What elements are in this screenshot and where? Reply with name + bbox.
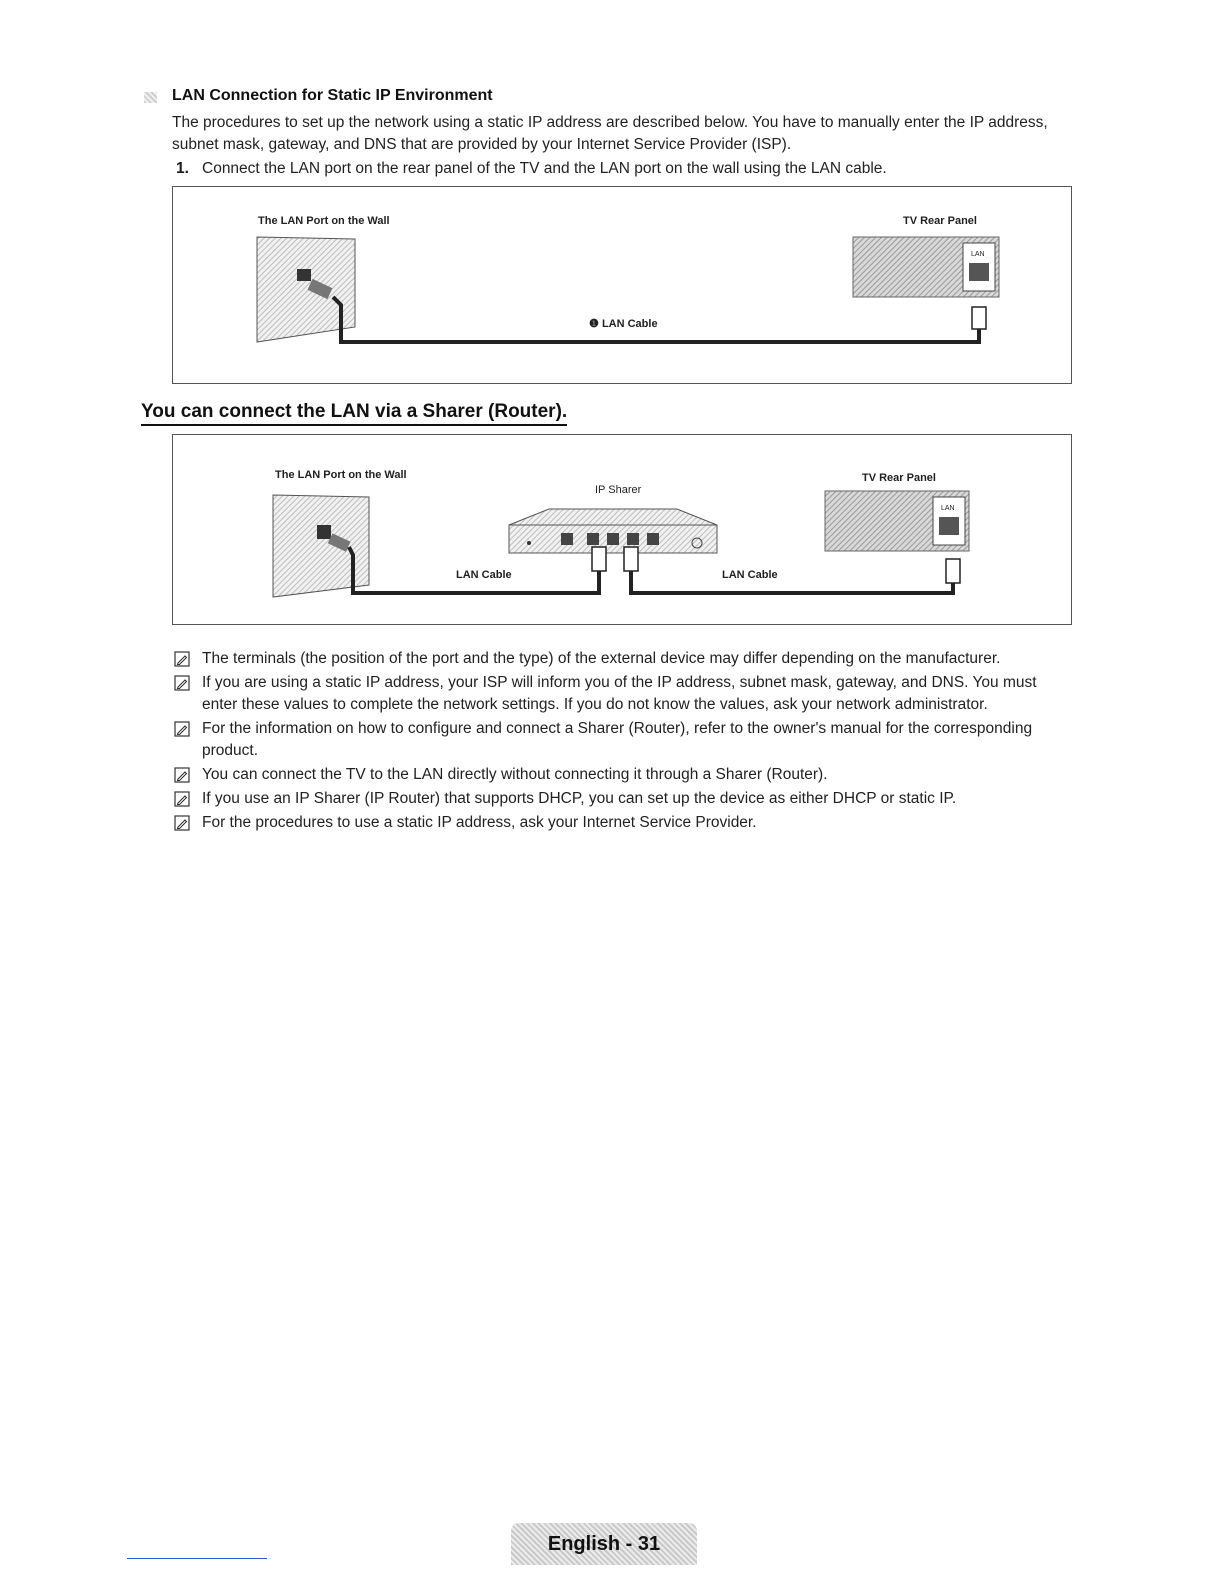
cable-label <box>589 317 658 330</box>
note-item <box>172 718 1062 762</box>
note-pencil-icon <box>174 721 190 737</box>
note-text: For the procedures to use a static IP address, ask your Internet Service Provider. <box>202 814 757 831</box>
note-item <box>172 764 1062 786</box>
note-item <box>172 648 1062 670</box>
tv-lan-socket <box>939 517 959 535</box>
note-text: You can connect the TV to the LAN directly without connecting it through a Sharer (Router). <box>202 766 828 783</box>
direct-connection-diagram <box>172 186 1072 384</box>
wall-port-label: The LAN Port on the Wall <box>275 469 407 481</box>
lan-cable-right <box>631 551 953 593</box>
tv-rear-panel-label: TV Rear Panel <box>862 472 936 484</box>
wall-lan-socket <box>297 269 311 281</box>
tv-plug <box>972 307 986 329</box>
note-pencil-icon <box>174 815 190 831</box>
note-text: The terminals (the position of the port and the type) of the external device may differ depending on the manufacturer. <box>202 650 1001 667</box>
intro-paragraph: The procedures to set up the network using a static IP address are described below. You have to manually enter the IP address, subnet mask, gateway, and DNS that are provided by your Internet Service Provider (ISP). <box>172 114 1048 153</box>
note-item <box>172 812 1062 834</box>
wall-lan-socket <box>317 525 331 539</box>
tv-lan-port-label: LAN <box>971 251 985 258</box>
note-text: If you use an IP Sharer (IP Router) that supports DHCP, you can set up the device as either DHCP or static IP. <box>202 790 957 807</box>
router-connection-illustration <box>173 435 1071 624</box>
router-plug-right <box>624 547 638 571</box>
note-pencil-icon <box>174 675 190 691</box>
note-item <box>172 672 1062 716</box>
lan-cable-right-label: LAN Cable <box>722 569 778 581</box>
note-item <box>172 788 1062 810</box>
note-text: If you are using a static IP address, your ISP will inform you of the IP address, subnet mask, gateway, and DNS. You must enter these values to complete the network settings. If you do not know the values, ask your network administrator. <box>202 674 1037 713</box>
cable-label-text: LAN Cable <box>601 318 658 330</box>
page-number-label: English - 31 <box>547 1532 661 1555</box>
tv-rear-panel-label: TV Rear Panel <box>903 215 977 227</box>
note-pencil-icon <box>174 767 190 783</box>
note-text: For the information on how to configure and connect a Sharer (Router), refer to the owner's manual for the corresponding product. <box>202 720 1033 759</box>
cable-number-marker: ❶ <box>589 318 599 330</box>
router-plug-left <box>592 547 606 571</box>
section-bullet-icon <box>144 92 157 103</box>
wall-port-label: The LAN Port on the Wall <box>258 215 390 227</box>
step-text: Connect the LAN port on the rear panel of the TV and the LAN port on the wall using the LAN cable. <box>202 160 887 177</box>
page-number-badge <box>511 1523 697 1565</box>
footer-rule <box>127 1558 267 1559</box>
notes-list <box>172 648 1062 836</box>
note-pencil-icon <box>174 651 190 667</box>
step-number: 1. <box>176 160 189 177</box>
router-section-heading: You can connect the LAN via a Sharer (Router). <box>141 401 567 426</box>
section-heading: LAN Connection for Static IP Environment <box>172 87 493 104</box>
lan-cable-left-label: LAN Cable <box>456 569 512 581</box>
router-top-shape <box>509 509 717 525</box>
tv-lan-socket <box>969 263 989 281</box>
tv-lan-port-label: LAN <box>941 505 955 512</box>
note-pencil-icon <box>174 791 190 807</box>
router-connection-diagram <box>172 434 1072 625</box>
tv-plug <box>946 559 960 583</box>
ip-sharer-label: IP Sharer <box>595 484 642 496</box>
